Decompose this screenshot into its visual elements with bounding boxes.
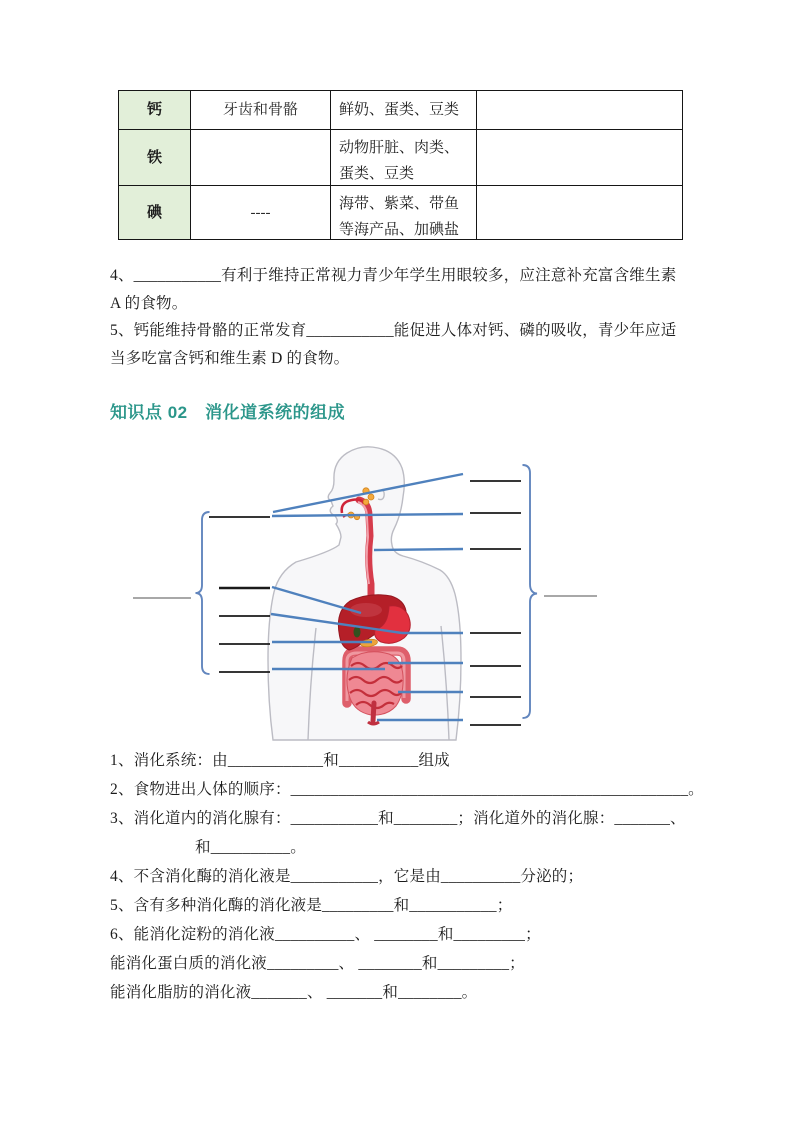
- table-cell-sources: 海带、紫菜、带鱼等海产品、加碘盐: [331, 186, 477, 240]
- table-cell-mineral: 钙: [119, 91, 191, 130]
- table-cell-function: ----: [191, 186, 331, 240]
- digestive-system-diagram: [110, 437, 690, 743]
- minerals-table: [118, 90, 683, 240]
- leader-line-esophagus: [374, 549, 463, 550]
- question-line: 6、能消化淀粉的消化液__________、 ________和_________；: [110, 926, 541, 943]
- table-cell-note: [477, 130, 683, 186]
- table-cell-mineral: 碘: [119, 186, 191, 240]
- question-line: 3、消化道内的消化腺有：___________和________；消化道外的消化腺：_______、: [110, 810, 686, 827]
- question-line: 和__________。: [195, 839, 306, 856]
- table-cell-sources: 动物肝脏、肉类、蛋类、豆类: [331, 130, 477, 186]
- right-curly-brace: [523, 465, 538, 718]
- question-line: 2、食物进出人体的顺序：__________________________________________________。: [110, 781, 704, 798]
- question-line: 5、含有多种消化酶的消化液是_________和___________；: [110, 897, 513, 914]
- table-row: [119, 91, 683, 130]
- notes-paragraphs: [110, 262, 688, 372]
- note-line: 4、___________有利于维持正常视力青少年学生用眼较多，应注意补充富含维生素: [110, 267, 677, 284]
- table-cell-sources: 鲜奶、蛋类、豆类: [331, 91, 477, 130]
- note-line: 当多吃富含钙和维生素 D 的食物。: [110, 349, 350, 367]
- questions-block: [110, 746, 704, 1007]
- leader-line-mouth: [272, 514, 463, 516]
- question-line: 1、消化系统：由____________和__________组成: [110, 752, 450, 769]
- table-row: [119, 130, 683, 186]
- table-row: [119, 186, 683, 240]
- gallbladder-shape: [354, 627, 361, 638]
- question-line: 4、不含消化酶的消化液是___________，它是由__________分泌的；: [110, 868, 584, 885]
- table-cell-note: [477, 186, 683, 240]
- left-curly-brace: [196, 512, 210, 674]
- table-cell-mineral: 铁: [119, 130, 191, 186]
- question-line: 能消化脂肪的消化液_______、 _______和________。: [110, 984, 478, 1001]
- table-cell-note: [477, 91, 683, 130]
- question-line: 能消化蛋白质的消化液_________、 ________和_________；: [110, 955, 525, 972]
- note-line: A 的食物。: [110, 294, 188, 312]
- section-heading: 知识点 02 消化道系统的组成: [110, 403, 346, 422]
- table-cell-function: [191, 130, 331, 186]
- table-cell-function: 牙齿和骨骼: [191, 91, 331, 130]
- note-line: 5、钙能维持骨骼的正常发育___________能促进人体对钙、磷的吸收，青少年应适: [110, 322, 677, 339]
